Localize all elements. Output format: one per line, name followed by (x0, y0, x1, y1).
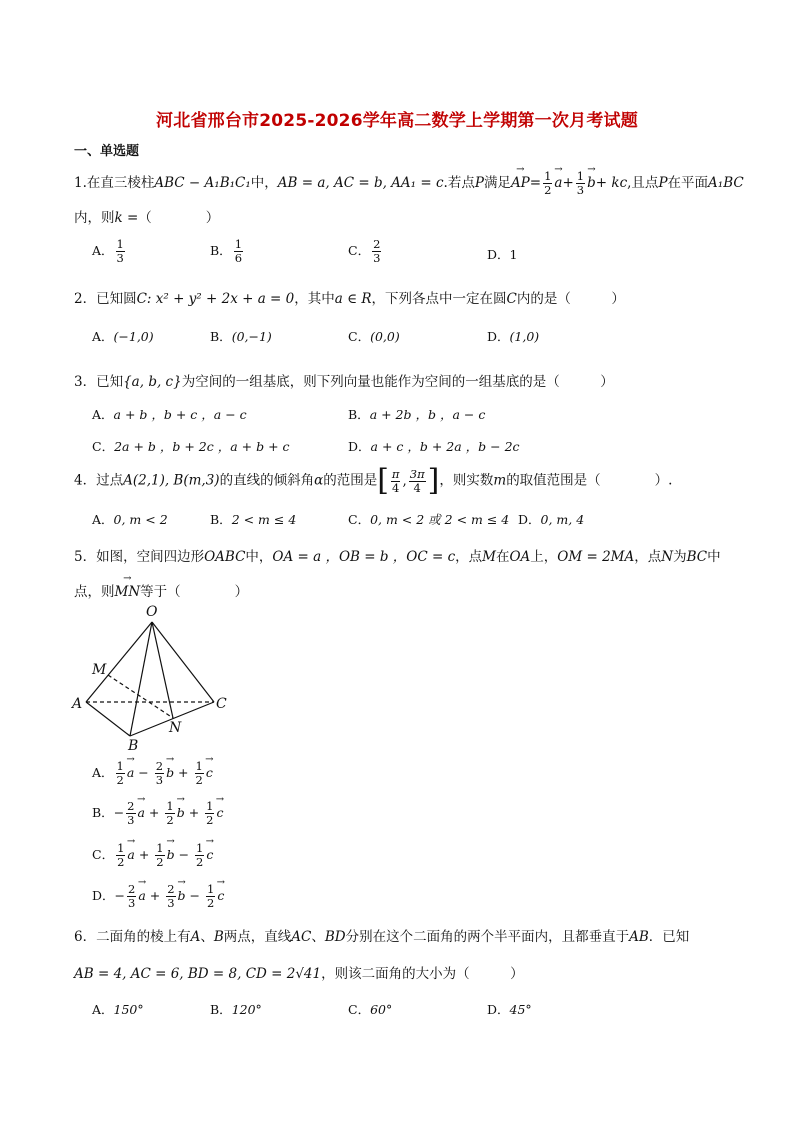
q6-text: 、 (200, 929, 214, 945)
q1-text: .若点 (443, 175, 475, 191)
q1-text: 满足 (483, 175, 511, 191)
q1-vector-definitions: AB = a, AC = b, AA₁ = c (277, 175, 444, 191)
label-o: O (146, 604, 158, 620)
q3-option-a[interactable]: A．a + b ，b + c ，a − c (92, 407, 247, 422)
q6-option-c[interactable]: C．60° (348, 1002, 393, 1017)
q5-segment-bc: BC (686, 549, 708, 565)
q1-plus: + (562, 175, 574, 191)
q4-text: 的范围是 (323, 472, 378, 489)
q5-option-c[interactable]: C． $\frac{1}{2}$ → a + $\frac{1}{2}$ → b − $\frac{1}{2}$ → c (92, 842, 213, 869)
q6-point-b: B (213, 929, 224, 945)
q2-circle-name: C (506, 291, 517, 307)
q3-text: 3．已知 (74, 374, 124, 390)
edge-ob (130, 622, 152, 736)
question-6-line-1 (74, 925, 689, 945)
q1-text: 内，则 (74, 210, 115, 226)
label-a: A (72, 696, 83, 712)
q2-option-d[interactable]: D．(1,0) (487, 329, 540, 344)
q3-option-d[interactable]: D．a + c ，b + 2a ，b − 2c (348, 439, 520, 454)
q5-relation: OM = 2MA (557, 549, 635, 565)
q3-option-b[interactable]: B．a + 2b ，b ，a − c (348, 407, 486, 422)
question-2 (74, 287, 625, 307)
q5-text: 中 (707, 549, 721, 565)
label-b: B (128, 738, 139, 754)
q6-option-b[interactable]: B．120° (210, 1002, 262, 1017)
question-5-line-1 (74, 545, 721, 565)
q2-text: ，下列各点中一定在圆 (371, 291, 507, 307)
edge-ab (86, 702, 130, 736)
q1-text: ,且点 (627, 175, 659, 191)
q4-alpha: α (314, 472, 324, 489)
q6-conditions: AB = 4, AC = 6, BD = 8, CD = 2√41 (74, 966, 322, 982)
q1-option-c[interactable]: C． $\frac{2}{3}$ (348, 237, 381, 265)
q5-text: 5．如图，空间四边形 (74, 549, 205, 565)
q1-equals: = (529, 175, 542, 191)
q2-circle-equation: C: x² + y² + 2x + a = 0 (136, 291, 295, 307)
q5-text: 上， (530, 549, 558, 565)
q5-quad: OABC (204, 549, 246, 565)
q4-option-c[interactable]: C．0, m < 2 或 2 < m ≤ 4 (348, 512, 510, 527)
question-1-line-2 (74, 206, 219, 226)
q6-text: ，则该二面角的大小为（ ） (321, 966, 524, 982)
tetrahedron-figure (66, 600, 246, 755)
q5-vector-mn: → MN (115, 584, 141, 600)
q1-text: 中， (250, 175, 278, 191)
q4-text: 的直线的倾斜角 (219, 472, 315, 489)
label-n: N (169, 720, 182, 736)
q4-points: A(2,1), B(m,3) (123, 472, 220, 489)
q3-basis: {a, b, c} (123, 374, 182, 390)
q6-text: 、 (311, 929, 325, 945)
q5-text: ，点 (634, 549, 662, 565)
q2-text: ，其中 (294, 291, 335, 307)
q6-option-d[interactable]: D．45° (487, 1002, 532, 1017)
q1-vector-b: → b (587, 175, 596, 191)
question-5-line-2 (74, 580, 248, 600)
q1-vector-a: → a (554, 175, 562, 191)
q1-point-p: P (658, 175, 668, 191)
section-heading: 一、单选题 (74, 144, 140, 159)
q1-text: 在平面 (667, 175, 709, 191)
q1-k: k = (114, 210, 139, 226)
label-m: M (92, 662, 107, 678)
q5-option-d[interactable]: D．− $\frac{2}{3}$ → a + $\frac{2}{3}$ → b − $\frac{1}{2}$ → c (92, 883, 224, 910)
q3-text: 为空间的一组基底，则下列向量也能作为空间的一组基底的是（ ） (181, 374, 614, 390)
q2-option-c[interactable]: C．(0,0) (348, 329, 400, 344)
q1-option-d[interactable]: D．1 (487, 247, 518, 262)
q6-text: 6．二面角的棱上有 (74, 929, 191, 945)
q4-variable-m: m (493, 472, 507, 489)
q5-point-n: N (661, 549, 674, 565)
q5-text: 点，则 (74, 584, 115, 600)
q4-range: [ $\frac{\pi}{4}$ , $\frac{3\pi}{4}$ ] (377, 463, 440, 498)
q1-kc: + kc (595, 175, 628, 191)
question-4 (74, 463, 673, 498)
q4-option-b[interactable]: B．2 < m ≤ 4 (210, 512, 297, 527)
q2-text: 内的是（ ） (516, 291, 625, 307)
q4-option-a[interactable]: A．0, m < 2 (92, 512, 168, 527)
q2-text: 2．已知圆 (74, 291, 137, 307)
q1-text: 1.在直三棱柱 (74, 175, 155, 191)
q1-option-b[interactable]: B． $\frac{1}{6}$ (210, 237, 243, 265)
label-c: C (216, 696, 227, 712)
q4-option-d[interactable]: D．0, m, 4 (518, 512, 585, 527)
q5-text: ，点 (455, 549, 483, 565)
q2-condition: a ∈ R (334, 291, 372, 307)
q6-point-a: A (190, 929, 201, 945)
q5-segment-oa: OA (509, 549, 531, 565)
q6-text: 两点，直线 (223, 929, 292, 945)
q5-option-a[interactable]: A． $\frac{1}{2}$ → a − $\frac{2}{3}$ → b + $\frac{1}{2}$ → c (92, 760, 213, 787)
q1-plane-name: A₁BC (708, 175, 744, 191)
q2-option-b[interactable]: B．(0,−1) (210, 329, 272, 344)
q5-vectors: OA = a ，OB = b ，OC = c (272, 549, 456, 565)
q5-text: 中， (245, 549, 273, 565)
q4-text: 4．过点 (74, 472, 124, 489)
question-6-line-2 (74, 962, 524, 982)
q1-point-p: P (474, 175, 484, 191)
q5-text: 为 (673, 549, 687, 565)
q4-text: 的取值范围是（ ）. (506, 472, 673, 489)
q6-text: ．已知 (648, 929, 690, 945)
q6-line-ac: AC (291, 929, 312, 945)
q3-option-c[interactable]: C．2a + b ，b + 2c ，a + b + c (92, 439, 290, 454)
q1-option-a[interactable]: A． $\frac{1}{3}$ (92, 237, 124, 265)
q1-answer-paren: （ ） (138, 210, 220, 226)
q6-line-bd: BD (324, 929, 346, 945)
q5-option-b[interactable]: B．− $\frac{2}{3}$ → a + $\frac{1}{2}$ → b + $\frac{1}{2}$ → c (92, 800, 223, 827)
q6-option-a[interactable]: A．150° (92, 1002, 144, 1017)
question-1-line-1 (74, 170, 744, 197)
q1-fraction: $\frac{1}{2}$ (544, 169, 552, 197)
q5-text: 在 (495, 549, 510, 565)
q1-prism: ABC − A₁B₁C₁ (154, 175, 251, 191)
q1-fraction: $\frac{1}{3}$ (576, 169, 585, 197)
q5-text: 等于（ ） (140, 584, 249, 600)
q6-edge-ab: AB (629, 929, 649, 945)
question-3 (74, 370, 614, 390)
q2-option-a[interactable]: A．(−1,0) (92, 329, 154, 344)
q1-vector-ap: → AP (511, 175, 530, 191)
q4-text: ，则实数 (439, 472, 494, 489)
q6-text: 分别在这个二面角的两个半平面内，且都垂直于 (345, 929, 630, 945)
page-title: 河北省邢台市2025-2026学年高二数学上学期第一次月考试题 (156, 111, 638, 131)
q5-point-m: M (482, 549, 496, 565)
